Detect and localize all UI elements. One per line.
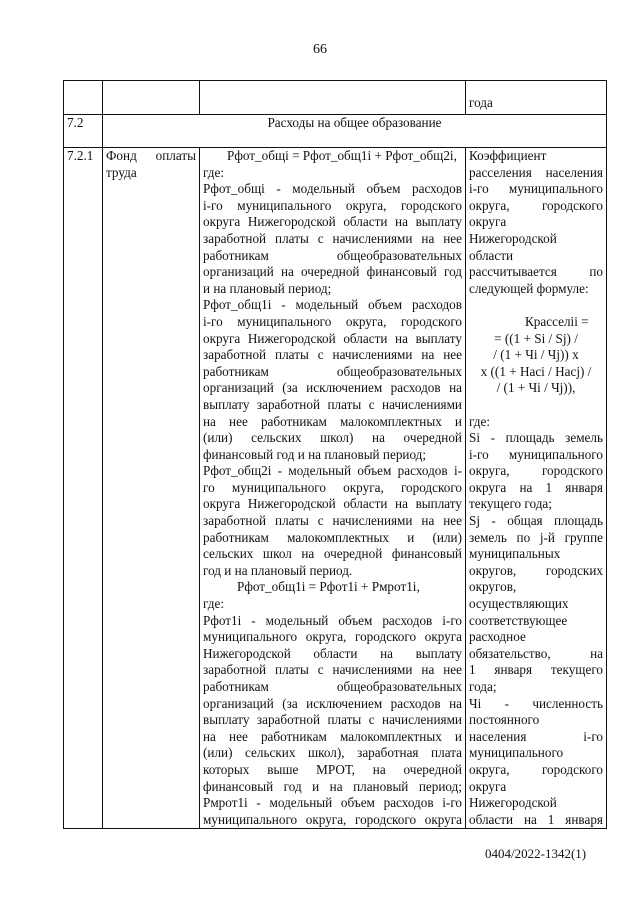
text-line: округа Нижегородской области на выплату bbox=[203, 330, 462, 346]
text-line: организаций (за исключением расходов на bbox=[203, 380, 462, 396]
text-line: округа, городского bbox=[469, 197, 603, 213]
text-line: заработной платы с начислениями на нее bbox=[203, 662, 462, 678]
text-line: на нее работникам малокомплектных и bbox=[203, 413, 462, 429]
text-line: Рмрот1і - модельный объем расходов i-го bbox=[203, 795, 462, 811]
text-line: организаций на очередной финансовый год bbox=[203, 264, 462, 280]
text-line: муниципального bbox=[469, 745, 564, 761]
text-line: расходное bbox=[469, 629, 526, 645]
text-line: работникам малокомплектных и (или) bbox=[203, 529, 462, 545]
table-row-item bbox=[64, 148, 607, 829]
cell-empty bbox=[103, 81, 200, 115]
text-line: следующей формуле: bbox=[469, 280, 589, 296]
text-line: работникам общеобразовательных bbox=[203, 247, 462, 263]
text-line: i-го муниципального bbox=[469, 446, 603, 462]
text-line: i-го муниципального bbox=[469, 181, 603, 197]
item-name bbox=[103, 148, 200, 829]
text-line: Красселіі = bbox=[525, 313, 589, 329]
text-line: i-го муниципального округа, городского bbox=[203, 197, 462, 213]
text-line: осуществляющих bbox=[469, 596, 569, 612]
text-line: го муниципального округа, городского bbox=[203, 479, 462, 495]
table-row-header bbox=[64, 81, 607, 115]
text-line: округов, городских bbox=[469, 562, 603, 578]
section-number: 7.2 bbox=[64, 115, 103, 148]
text-line: которых выше МРОТ, на очередной bbox=[203, 761, 462, 777]
text-line: Si - площадь земель bbox=[469, 430, 603, 446]
text-line: округа Нижегородской области на выплату bbox=[203, 214, 462, 230]
text-line: где: bbox=[203, 164, 224, 180]
text-line: где: bbox=[469, 413, 490, 429]
text-line: муниципального округа, городского округа bbox=[203, 811, 462, 827]
text-line: выплату заработной платы с начислениями bbox=[203, 396, 462, 412]
text-line: на нее работникам малокомплектных и bbox=[203, 728, 462, 744]
text-line: Рфот1і - модельный объем расходов i-го bbox=[203, 612, 462, 628]
text-line: округа, городского bbox=[469, 463, 603, 479]
document-table bbox=[63, 80, 607, 829]
text-line: заработной платы с начислениями на нее bbox=[203, 347, 462, 363]
section-title: Расходы на общее образование bbox=[103, 115, 607, 148]
text-line: сельских школ на очередной финансовый bbox=[203, 546, 462, 562]
document-code: 0404/2022-1342(1) bbox=[485, 846, 587, 861]
item-name-line: Фонд оплаты bbox=[106, 148, 196, 163]
text-line: заработной платы с начислениями на нее bbox=[203, 230, 462, 246]
text-line: постоянного bbox=[469, 712, 540, 728]
text-line: округа Нижегородской области на выплату bbox=[203, 496, 462, 512]
text-line: Рфот_общ2і - модельный объем расходов i- bbox=[203, 463, 462, 479]
cell-year: года bbox=[466, 81, 607, 115]
text-line: где: bbox=[203, 596, 224, 612]
text-line: и на плановый период; bbox=[203, 280, 332, 296]
text-line: земель по j-й группе bbox=[469, 529, 603, 545]
text-line: Чі - численность bbox=[469, 695, 603, 711]
text-line: i-го муниципального округа, городского bbox=[203, 313, 462, 329]
text-line: / (1 + Чі / Чj)) x bbox=[493, 347, 579, 363]
text-line: организаций (за исключением расходов на bbox=[203, 695, 462, 711]
text-line: Нижегородской области на выплату bbox=[203, 645, 462, 661]
item-number: 7.2.1 bbox=[64, 148, 103, 829]
text-line: муниципальных bbox=[469, 546, 561, 562]
text-line: области на 1 января bbox=[469, 811, 603, 827]
table-row-section bbox=[64, 115, 607, 148]
text-line: выплату заработной платы с начислениями bbox=[203, 712, 462, 728]
text-line: работникам общеобразовательных bbox=[203, 363, 462, 379]
text-line: Рфот_общ1і = Рфот1і + Рмрот1і, bbox=[237, 579, 420, 595]
text-line: Нижегородской bbox=[469, 795, 557, 811]
text-line: округа bbox=[469, 214, 507, 230]
text-line: рассчитывается по bbox=[469, 264, 603, 280]
text-line: x ((1 + Насі / Насj) / bbox=[480, 363, 592, 379]
text-line: муниципального округа, городского округа bbox=[203, 629, 462, 645]
text-line: Рфот_общ1і - модельный объем расходов bbox=[203, 297, 462, 313]
text-line: обязательство, на bbox=[469, 645, 603, 661]
text-line: финансовый год и на плановый период; bbox=[203, 778, 462, 794]
text-line: текущего года; bbox=[469, 496, 552, 512]
text-line: Рфот_общі - модельный объем расходов bbox=[203, 181, 462, 197]
text-line: округа на 1 января bbox=[469, 479, 603, 495]
text-line: = ((1 + Si / Sj) / bbox=[494, 330, 578, 346]
spacer bbox=[469, 397, 603, 414]
text-line: работникам общеобразовательных bbox=[203, 679, 462, 694]
spacer bbox=[469, 297, 603, 314]
text-line: / (1 + Чі / Чj)), bbox=[496, 380, 576, 396]
text-line: соответствующее bbox=[469, 612, 568, 628]
page-number: 66 bbox=[313, 42, 327, 57]
formula-cell bbox=[200, 148, 466, 829]
text-line: 1 января текущего bbox=[469, 662, 603, 678]
text-line: Коэффициент bbox=[469, 148, 547, 163]
text-line: (или) сельских школ) на очередной bbox=[203, 430, 462, 446]
coefficient-cell bbox=[466, 148, 607, 829]
cell-empty bbox=[64, 81, 103, 115]
text-line: области bbox=[469, 247, 514, 263]
text-line: округа, городского bbox=[469, 761, 603, 777]
text-line: расселения населения bbox=[469, 164, 603, 180]
item-name-line: труда bbox=[106, 164, 137, 180]
text-line: (или) сельских школ), заработная плата bbox=[203, 745, 462, 761]
text-line: года; bbox=[469, 679, 497, 694]
text-line: год и на плановый период. bbox=[203, 562, 353, 578]
text-line: финансовый год и на плановый период; bbox=[203, 446, 427, 462]
text-line: Рфот_общі = Рфот_общ1і + Рфот_общ2і, bbox=[227, 148, 457, 163]
text-line: Нижегородской bbox=[469, 230, 557, 246]
text-line: округов, bbox=[469, 579, 517, 595]
text-line: округа bbox=[469, 778, 507, 794]
cell-empty bbox=[200, 81, 466, 115]
text-line: населения i-го bbox=[469, 728, 603, 744]
text-line: заработной платы с начислениями на нее bbox=[203, 513, 462, 529]
text-line: Sj - общая площадь bbox=[469, 513, 603, 529]
